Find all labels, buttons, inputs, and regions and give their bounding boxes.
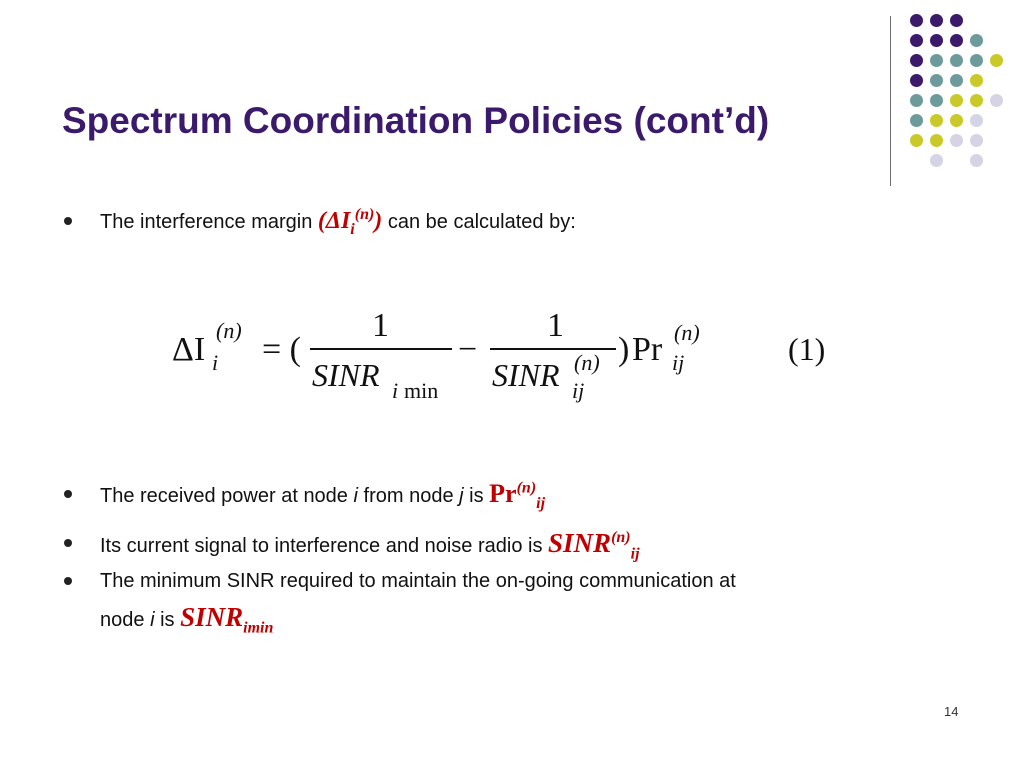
eq-frac1-bar	[310, 348, 452, 350]
eq-frac2-den-sup: (n)	[574, 350, 600, 375]
dot	[990, 94, 1003, 107]
eq-frac2-den-sub: ij	[572, 378, 585, 403]
math-sinr-ij	[548, 528, 640, 563]
slide-title: Spectrum Coordination Policies (cont’d)	[62, 100, 770, 141]
math-subscript: imin	[243, 619, 274, 637]
bullet-marker	[64, 217, 72, 225]
dot	[970, 54, 983, 67]
math-symbol: SINR	[548, 528, 612, 558]
math-superscript: (n)	[354, 206, 375, 223]
eq-pr-sup: (n)	[674, 320, 700, 345]
math-pr	[489, 479, 546, 513]
bullet-text	[100, 206, 576, 238]
var-i: i	[353, 485, 358, 507]
eq-pr-sub: ij	[672, 350, 685, 375]
dot	[970, 94, 983, 107]
eq-lhs-sub: i	[212, 350, 219, 375]
bullet-marker	[64, 539, 72, 547]
dot	[970, 74, 983, 87]
eq-frac1-den-sub-i: i	[392, 378, 399, 403]
eq-equals-open: = (	[262, 331, 301, 368]
math-paren-close: )	[374, 208, 383, 234]
eq-frac1-denominator: SINR	[312, 357, 380, 393]
bullet-text-mid: from node	[363, 485, 454, 507]
math-symbol: SINR	[180, 602, 244, 632]
bullet-marker	[64, 490, 72, 498]
dot	[970, 114, 983, 127]
bullet-text-is: is	[469, 485, 484, 507]
eq-lhs-sup: (n)	[216, 318, 242, 343]
math-subscript: ij	[630, 545, 640, 563]
dot	[970, 154, 983, 167]
eq-frac2-denominator: SINR	[492, 357, 560, 393]
bullet-text	[100, 528, 640, 563]
page-number: 14	[944, 704, 959, 719]
math-subscript: i	[350, 220, 355, 238]
bullet-text-pre: The received power at node	[100, 485, 348, 507]
dot	[970, 34, 983, 47]
eq-minus: −	[458, 331, 478, 368]
eq-paren-close: )	[618, 331, 630, 368]
eq-number: (1)	[788, 331, 826, 367]
bullet-text-pre: Its current signal to interference and noise radio is	[100, 535, 543, 557]
eq-frac2-numerator: 1	[547, 307, 564, 344]
bullet-text-is: is	[160, 609, 175, 631]
eq-lhs-symbol: ΔI	[172, 331, 206, 368]
bullet-text-pre: node	[100, 609, 145, 631]
math-subscript: ij	[536, 495, 546, 513]
equation-1	[172, 298, 852, 418]
math-superscript: (n)	[611, 529, 631, 546]
eq-frac1-numerator: 1	[372, 307, 389, 344]
bullet-text-post: can be calculated by:	[387, 211, 576, 233]
var-j: j	[459, 485, 464, 507]
bullet-text	[100, 479, 546, 513]
eq-lhs	[172, 331, 205, 368]
math-sinr-imin	[180, 602, 274, 637]
var-i: i	[150, 609, 155, 631]
bullet-text-line2	[100, 602, 274, 637]
equation-svg	[172, 298, 852, 418]
math-paren-open: (	[317, 208, 326, 234]
math-superscript: (n)	[516, 479, 537, 497]
eq-frac1-den-sub-min: min	[404, 378, 439, 403]
math-delta-i	[317, 206, 383, 238]
bullet-text-line1: The minimum SINR required to maintain the on-going communication at	[100, 570, 736, 592]
bullet-text-pre: The interference margin	[100, 211, 313, 233]
math-symbol: ΔI	[325, 208, 351, 234]
dot	[990, 54, 1003, 67]
eq-pr: Pr	[632, 331, 663, 368]
math-symbol: Pr	[489, 479, 517, 508]
bullet-marker	[64, 577, 72, 585]
dot	[970, 134, 983, 147]
